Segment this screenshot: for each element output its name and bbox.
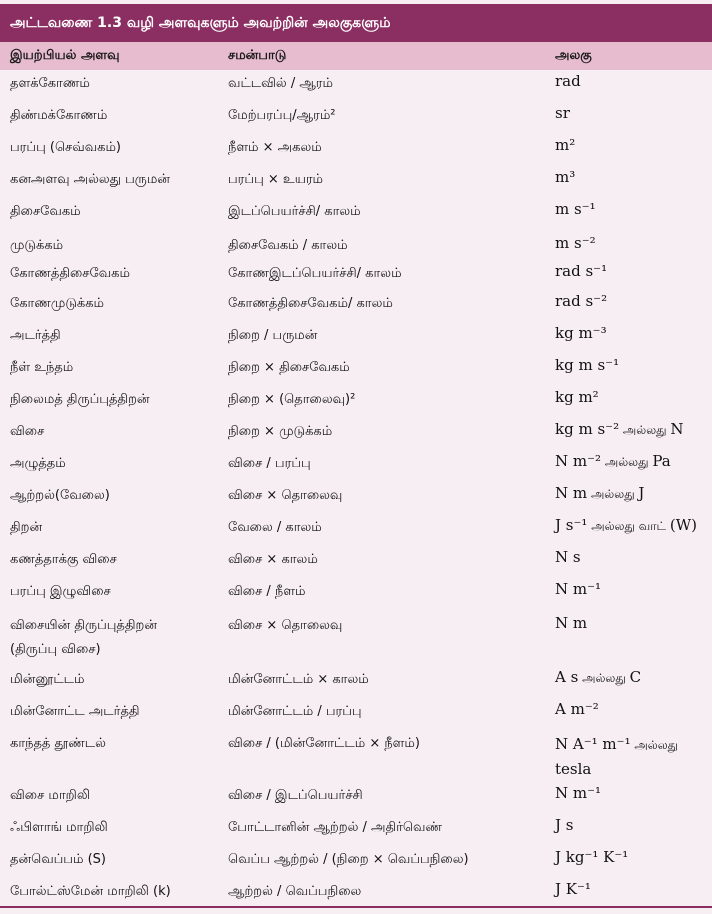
quantity-cell: விசையின் திருப்புத்திறன் (திருப்பு விசை) bbox=[10, 618, 157, 657]
table-row bbox=[0, 166, 712, 198]
quantity-cell: கோணமுடுக்கம் bbox=[10, 296, 105, 311]
quantity-cell: விசை மாறிலி bbox=[10, 788, 91, 803]
table-row bbox=[0, 290, 712, 322]
table-row bbox=[0, 814, 712, 846]
equation-cell: பரப்பு × உயரம் bbox=[228, 172, 324, 187]
equation-cell: வெப்ப ஆற்றல் / (நிறை × வெப்பநிலை) bbox=[228, 852, 469, 867]
table-row bbox=[0, 450, 712, 482]
unit-cell: rad s⁻¹ bbox=[555, 262, 608, 280]
unit-cell: m s⁻² bbox=[555, 234, 596, 252]
unit-cell: m s⁻¹ bbox=[555, 200, 596, 218]
table-row bbox=[0, 232, 712, 260]
equation-cell: கோணஇடப்பெயர்ச்சி/ காலம் bbox=[228, 266, 402, 281]
table-row bbox=[0, 354, 712, 386]
table-row bbox=[0, 782, 712, 814]
table-row bbox=[0, 698, 712, 730]
quantity-cell: திறன் bbox=[10, 520, 43, 535]
unit-cell: N m⁻² அல்லது Pa bbox=[555, 452, 671, 470]
table-row bbox=[0, 612, 712, 666]
unit-cell: J s bbox=[555, 816, 574, 834]
unit-cell: J K⁻¹ bbox=[555, 880, 591, 898]
table-row bbox=[0, 578, 712, 612]
unit-cell: m³ bbox=[555, 168, 576, 186]
table-row bbox=[0, 386, 712, 418]
equation-cell: இடப்பெயர்ச்சி/ காலம் bbox=[228, 204, 361, 219]
unit-cell: N m⁻¹ bbox=[555, 580, 602, 598]
equation-cell: விசை × காலம் bbox=[228, 552, 318, 567]
quantity-cell: கணத்தாக்கு விசை bbox=[10, 552, 117, 567]
unit-cell: N m⁻¹ bbox=[555, 784, 602, 802]
quantity-cell: தளக்கோணம் bbox=[10, 76, 90, 91]
table-row bbox=[0, 134, 712, 166]
equation-cell: நிறை × முடுக்கம் bbox=[228, 424, 333, 439]
equation-cell: நீளம் × அகலம் bbox=[228, 140, 322, 155]
unit-cell: N m bbox=[555, 614, 588, 632]
equation-cell: விசை / நீளம் bbox=[228, 584, 306, 599]
table-row bbox=[0, 70, 712, 102]
table-row bbox=[0, 546, 712, 578]
quantity-cell: விசை bbox=[10, 424, 45, 439]
equation-cell: மேற்பரப்பு/ஆரம்² bbox=[228, 108, 336, 123]
quantity-cell: பரப்பு (செவ்வகம்) bbox=[10, 140, 121, 155]
table-row bbox=[0, 322, 712, 354]
equation-cell: விசை × தொலைவு bbox=[228, 488, 343, 503]
quantity-cell: திசைவேகம் bbox=[10, 204, 81, 219]
unit-cell: m² bbox=[555, 136, 576, 154]
equation-cell: திசைவேகம் / காலம் bbox=[228, 238, 348, 253]
table-row bbox=[0, 198, 712, 232]
table-bottom-border bbox=[0, 906, 712, 908]
table-row bbox=[0, 730, 712, 782]
quantity-cell: தன்வெப்பம் (S) bbox=[10, 852, 106, 867]
unit-cell: kg m² bbox=[555, 388, 599, 406]
quantity-cell: பரப்பு இழுவிசை bbox=[10, 584, 111, 599]
equation-cell: மின்னோட்டம் / பரப்பு bbox=[228, 704, 362, 719]
header-unit: அலகு bbox=[555, 48, 592, 63]
equation-cell: கோணத்திசைவேகம்/ காலம் bbox=[228, 296, 393, 311]
equation-cell: மின்னோட்டம் × காலம் bbox=[228, 672, 369, 687]
table-title: அட்டவணை 1.3 வழி அளவுகளும் அவற்றின் அலகுகளும் bbox=[0, 4, 712, 42]
table-header bbox=[0, 42, 712, 70]
header-quantity: இயற்பியல் அளவு bbox=[10, 48, 120, 63]
unit-cell: kg m s⁻¹ bbox=[555, 356, 620, 374]
equation-cell: நிறை × (தொலைவு)² bbox=[228, 392, 356, 407]
equation-cell: நிறை / பருமன் bbox=[228, 328, 318, 343]
table-row bbox=[0, 846, 712, 878]
unit-cell: sr bbox=[555, 104, 570, 122]
equation-cell: விசை / பரப்பு bbox=[228, 456, 311, 471]
equation-cell: போட்டானின் ஆற்றல் / அதிர்வெண் bbox=[228, 820, 443, 835]
unit-cell: rad s⁻² bbox=[555, 292, 608, 310]
equation-cell: வட்டவில் / ஆரம் bbox=[228, 76, 333, 91]
quantity-cell: அடர்த்தி bbox=[10, 328, 61, 343]
unit-cell: N s bbox=[555, 548, 581, 566]
unit-cell: N m அல்லது J bbox=[555, 484, 645, 502]
table-row bbox=[0, 514, 712, 546]
quantity-cell: மின்னோட்ட அடர்த்தி bbox=[10, 704, 140, 719]
quantity-cell: போல்ட்ஸ்மேன் மாறிலி (k) bbox=[10, 884, 171, 899]
quantity-cell: அழுத்தம் bbox=[10, 456, 66, 471]
unit-cell: A s அல்லது C bbox=[555, 668, 642, 686]
quantity-cell: ஃபிளாங் மாறிலி bbox=[10, 820, 108, 835]
quantity-cell: முடுக்கம் bbox=[10, 238, 64, 253]
table-row bbox=[0, 482, 712, 514]
unit-cell: J s⁻¹ அல்லது வாட் (W) bbox=[555, 516, 697, 534]
quantity-cell: கனஅளவு அல்லது பருமன் bbox=[10, 172, 170, 187]
unit-cell: kg m⁻³ bbox=[555, 324, 607, 342]
equation-cell: விசை / இடப்பெயர்ச்சி bbox=[228, 788, 363, 803]
equation-cell: நிறை × திசைவேகம் bbox=[228, 360, 350, 375]
unit-cell: J kg⁻¹ K⁻¹ bbox=[555, 848, 629, 866]
table-row bbox=[0, 878, 712, 906]
quantity-cell: ஆற்றல்(வேலை) bbox=[10, 488, 110, 503]
table-row bbox=[0, 102, 712, 134]
quantity-cell: நிலைமத் திருப்புத்திறன் bbox=[10, 392, 150, 407]
quantity-cell: கோணத்திசைவேகம் bbox=[10, 266, 130, 281]
equation-cell: விசை × தொலைவு bbox=[228, 618, 343, 633]
unit-cell: N A⁻¹ m⁻¹ அல்லது tesla bbox=[555, 735, 679, 778]
unit-cell: A m⁻² bbox=[555, 700, 599, 718]
quantity-cell: நீள் உந்தம் bbox=[10, 360, 74, 375]
quantity-cell: காந்தத் தூண்டல் bbox=[10, 736, 106, 751]
table-row bbox=[0, 666, 712, 698]
unit-cell: rad bbox=[555, 72, 581, 90]
table-row bbox=[0, 418, 712, 450]
equation-cell: ஆற்றல் / வெப்பநிலை bbox=[228, 884, 362, 899]
table-row bbox=[0, 260, 712, 290]
equation-cell: விசை / (மின்னோட்டம் × நீளம்) bbox=[228, 736, 420, 751]
unit-cell: kg m s⁻² அல்லது N bbox=[555, 420, 684, 438]
quantity-cell: திண்மக்கோணம் bbox=[10, 108, 108, 123]
equation-cell: வேலை / காலம் bbox=[228, 520, 322, 535]
header-equation: சமன்பாடு bbox=[228, 48, 287, 63]
quantity-cell: மின்னூட்டம் bbox=[10, 672, 85, 687]
